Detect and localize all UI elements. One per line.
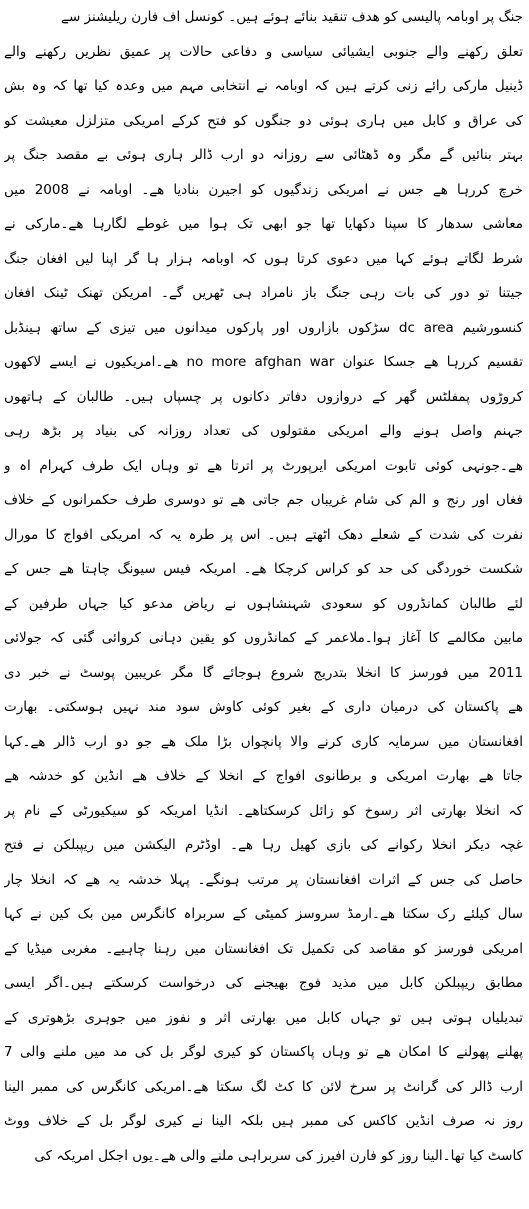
article-body (4, 0, 523, 1173)
article-line: کروڑوں پمفلٹس گھر کے دروازوں دفاتر دکانوں پر چسپاں ہیں۔ طالبان کے ہاتھوں (4, 388, 523, 405)
article-line: ڈینیل مارکی رائے زنی کرتے ہیں کہ اوبامہ نے انتخابی مہم میں وعدہ کیا تھا کہ وہ بش (4, 78, 523, 94)
article-line: روز نہ صرف انڈین کاکس کی ممبر ہیں بلکہ الینا نے کیری لوگر بل کے خلاف ووٹ (4, 1113, 523, 1129)
article-line: کہ انخلا بھارتی اثر رسوخ کو زائل کرسکتاھے۔ انڈیا امریکہ کو سیکیورٹی کے نام پر (4, 802, 523, 819)
article-line: جہنم واصل ہونے والے امریکی مقتولوں کی تعداد روزانہ کی بنیاد پر بڑھ رہی (4, 423, 523, 439)
article-line: تعلق رکھنے والے جنوبی ایشیائی سیاسی و دفاعی حالات پر عمیق نظریں رکھنے والے (4, 43, 523, 60)
article-line: کاسٹ کیا تھا۔الینا روز کو فارن افیرز کی سربراہی ملنے والی ھے۔یوں اجکل امریکہ کی (34, 1147, 523, 1164)
article-line: مطابق ریپبلکن کابل میں مذید فوج بھیجنے کی درخواست کرسکتے ہیں۔اگر ایسی (4, 975, 523, 991)
article-line: فغاں اور رنج و الم کی شام غریباں جم جاتی ھے تو دوسری طرف حکمرانوں کے خلاف (4, 492, 523, 508)
article-line: معاشی سدھار کا سپنا دکھایا تھا جو ابھی تک ہوا میں غوطے لگارہا ھے۔مارکی نے (4, 216, 523, 232)
article-line: 2011 میں فورسز کا انخلا بتدریج شروع ہوجائے گا مگر عریبین پوسٹ نے خبر دی (4, 664, 523, 681)
article-line: کنسورشیم dc area سڑکوں بازاروں اور پارکوں میدانوں میں تیزی کے ساتھ ہینڈبل (4, 319, 523, 336)
article-line: مابین مکالمے کا آغاز ہوا۔ملاعمر کے کمانڈروں کو یقین دہانی کروائی گئی کہ جولائی (4, 630, 523, 646)
article-line: ارب ڈالر کی گرانٹ پر سرخ لائن کا کٹ لگ سکتا ھے۔امریکی کانگرس کی ممبر الینا (4, 1078, 523, 1095)
article-line: جنگ پر اوبامہ پالیسی کو ھدف تنقید بنائے ہوئے ہیں۔ کونسل اف فارن ریلیشنز سے (61, 9, 523, 25)
article-line: افغانستان میں سرمایہ کاری کرنے والا پانچواں بڑا ملک ھے جو دو ارب ڈالر ھے۔کہا (4, 733, 523, 750)
article-line: امریکی فورسز کو مقاصد کی تکمیل تک افغانستان میں رہنا چاہیے۔ مغربی میڈیا کے (4, 940, 523, 957)
article-line: نفرت کی شدت کے شعلے دھک اٹھتے ہیں۔ اس پر طرہ یہ کہ امریکی افواج کا مورال (4, 526, 523, 543)
article-line: ھے پاکستان کی درمیان داری کے بغیر کوئی کاوش سود مند نہیں ہوسکتی۔ بھارت (4, 699, 523, 715)
article-line: سال کیلئے رک سکتا ھے۔ارمڈ سروسز کمیٹی کے سربراہ کانگرس مین بک کین نے کہا (4, 906, 523, 922)
article-line: ھے۔جونہی کوئی تابوت امریکی ایرپورٹ پر اترتا ھے تو وہاں ایک طرف کہرام اہ و (4, 457, 523, 474)
article-line: حاصل کی جس کے اثرات افغانستان پر مرتب ہونگے۔ پہلا خدشہ یہ ھے کہ انخلا چار (4, 871, 523, 888)
article-line: کی عراق و کابل میں ہاری ہوئی دو جنگوں کو فتح کرکے امریکی متزلزل معیشت کو (4, 112, 523, 129)
article-line: پھلنے پھولنے کا امکان ھے تو وہاں پاکستان کو کیری لوگر بل کی مد میں ملنے والی 7 (4, 1044, 523, 1060)
article-line: تقسیم کررہا ھے جسکا عنوان no more afghan war ھے۔امریکیوں نے ایسے لاکھوں (4, 354, 523, 370)
article-line: جیتنا تو دور کی بات رہی جنگ باز نامراد ہی ٹھریں گے۔ امریکن تھنک ٹینک افغان (4, 285, 523, 301)
article-line: بہتر بنائیں گے مگر وہ ڈھٹائی سے روزانہ دو ارب ڈالر ہاری ہوئی بے مقصد جنگ پر (4, 147, 523, 163)
article-line: جاتا ھے بھارت امریکی و برطانوی افواج کے انخلا کے خلاف ھے انڈین کو خدشہ ھے (4, 768, 523, 784)
article-line: تبدیلیاں ہوتی ہیں تو جہاں کابل میں بھارتی اثر و نفوز میں جوہری بڑھوتری کے (4, 1009, 523, 1026)
article-line: شکست خوردگی کی حد کو کراس کرچکا ھے۔ امریکہ فیس سیونگ چاہتا ھے جس کے (4, 561, 523, 577)
article-line: خرچ کررہا ھے جس نے امریکی زندگیوں کو اجیرن بنادیا ھے۔ اوبامہ نے 2008 میں (4, 181, 523, 198)
article-line: شرط لگاتے ہوئے کہا میں دعوی کرتا ہوں کہ اوبامہ ہزار ہا گر اپنا لیں افغان جنگ (4, 250, 523, 267)
article-line: لئے طالبان کمانڈروں کو سعودی شہنشاہوں نے ریاض مدعو کیا جہاں طرفین کے (4, 595, 523, 612)
article-line: غچہ دیکر انخلا رکوانے کی بازی کھیل رہا ھے۔ اوڈٹرم الیکشن میں ریپبلکن نے فتح (4, 837, 523, 853)
